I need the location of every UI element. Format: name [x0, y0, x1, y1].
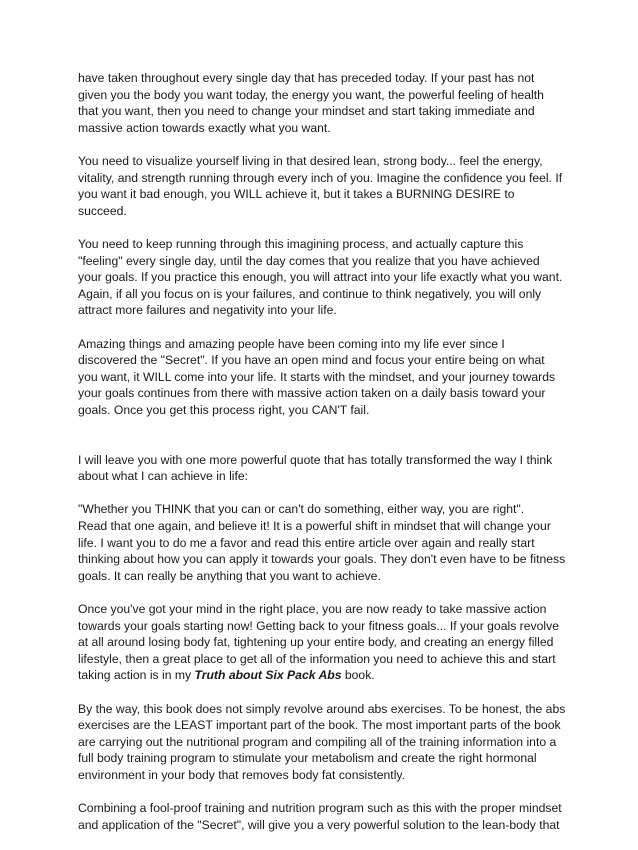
quote: "Whether you THINK that you can or can't do something, either way, you are right". — [78, 502, 525, 517]
document-page — [78, 70, 566, 850]
paragraph-quote-intro: I will leave you with one more powerful quote that has totally transformed the way I think about what I can achieve in life: — [78, 452, 553, 484]
paragraph-imagining: You need to keep running through this imagining process, and actually capture this "feeling" every single day, until the day comes that you realize that you have achieved your goals. If you practice this enough, you will attract into your life exactly what you want. Again, if all you focus on is your failures, and continue to think negatively, you will only attract more failures and negativity into your life. — [78, 236, 563, 318]
paragraph-by-the-way: By the way, this book does not simply revolve around abs exercises. To be honest, the abs exercises are the LEAST important part of the book. The most important parts of the book are carrying out the nutritional program and compiling all of the training information into a full body training program to stimulate your metabolism and create the right hormonal environment in your body that removes body fat consistently. — [78, 701, 566, 782]
action-tail: book. — [341, 668, 375, 683]
paragraph-secret: Amazing things and amazing people have been coming into my life ever since I discovered the "Secret". If you have an open mind and focus your entire being on what you want, it WILL come into your life. It starts with the mindset, and your journey towards your goals continues from there with massive action taken on a daily basis toward your goals. Once you get this process right, you CAN'T fail. — [78, 336, 556, 417]
paragraph-read-again: Read that one again, and believe it! It is a powerful shift in mindset that will change your life. I want you to do me a favor and read this entire article over again and really start thinking about how you can apply it towards your goals. They don't even have to be fitness goals. It can really be anything that you want to achieve. — [78, 519, 566, 583]
book-title: Truth about Six Pack Abs — [194, 668, 342, 683]
action-text: Once you've got your mind in the right place, you are now ready to take massive action towards your goals starting now! Getting back to your fitness goals... If your goals revolve at all around losing body fat, tightening up your entire body, and creating an energy filled lifestyle, then a great place to get all of the information you need to achieve this and start taking action is in my — [78, 602, 559, 683]
paragraph-past: have taken throughout every single day that has preceded today. If your past has not given you the body you want today, the energy you want, the powerful feeling of health that you want, then you need to change your mindset and start taking immediate and massive action towards exactly what you want. — [78, 71, 544, 135]
paragraph-combining: Combining a fool-proof training and nutrition program such as this with the proper mindset and application of the "Secret", will give you a very powerful solution to the lean-body that — [78, 801, 562, 832]
paragraph-action — [78, 601, 566, 684]
paragraph-visualize: You need to visualize yourself living in that desired lean, strong body... feel the energy, vitality, and strength running through every inch of you. Imagine the confidence you feel. If you want it bad enough, you WILL achieve it, but it takes a BURNING DESIRE to succeed. — [78, 153, 563, 218]
